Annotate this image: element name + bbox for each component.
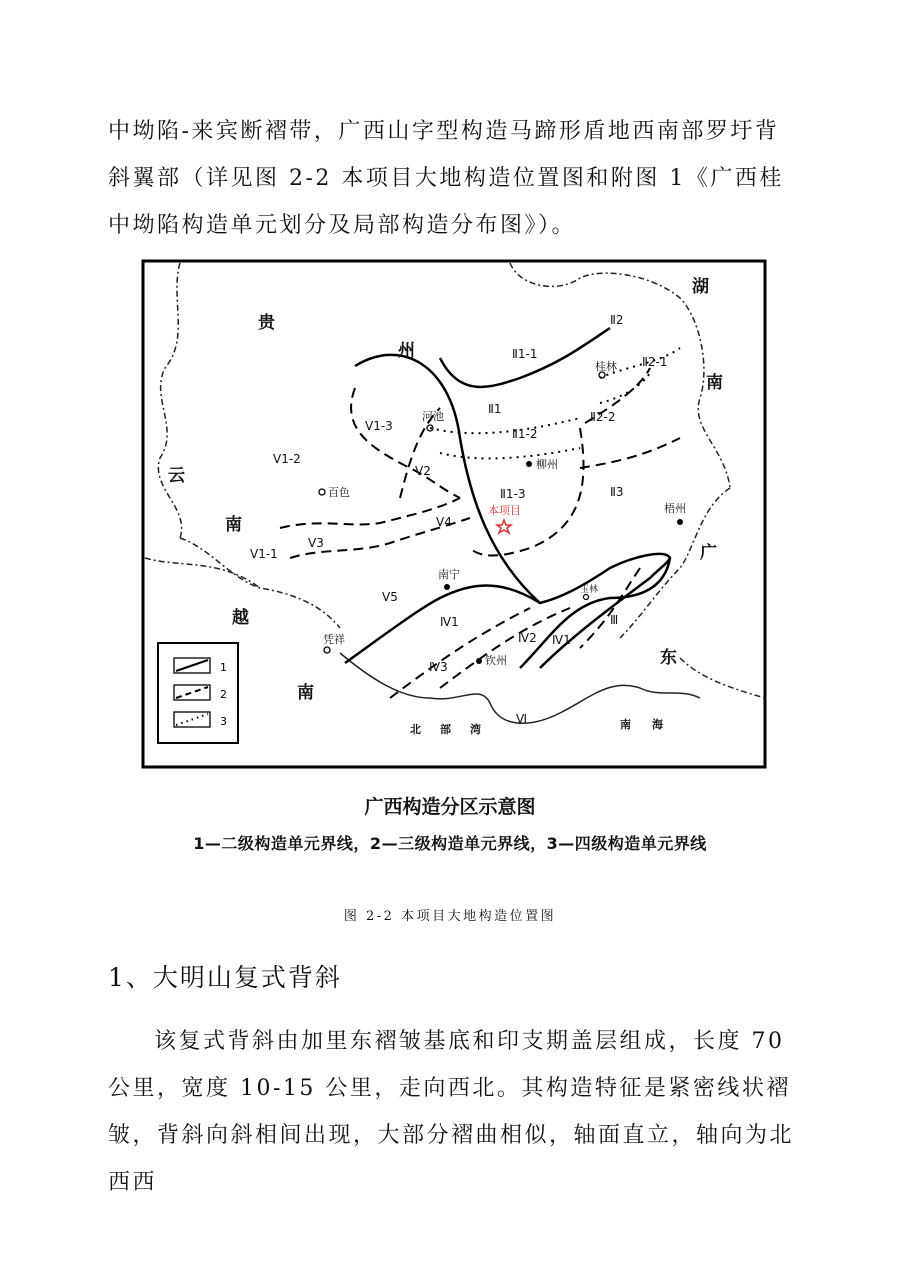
unit-v5: Ⅴ5 bbox=[382, 590, 398, 604]
unit-ii1: Ⅱ1 bbox=[488, 402, 502, 416]
map-legend bbox=[158, 643, 238, 743]
legend-label-3: 3 bbox=[220, 715, 227, 728]
city-yulin: 玉林 bbox=[580, 585, 599, 595]
section-heading: 1、大明山复式背斜 bbox=[108, 963, 342, 992]
city-liuzhou: 柳州 bbox=[536, 458, 558, 471]
region-yuenan-char1: 越 bbox=[232, 608, 249, 628]
region-beibuwan-char2: 部 bbox=[440, 723, 451, 736]
city-baise: 百色 bbox=[328, 486, 350, 499]
region-guangdong-char1: 广 bbox=[700, 543, 717, 563]
region-beibuwan-char1: 北 bbox=[410, 723, 421, 736]
unit-iii: Ⅲ bbox=[610, 613, 619, 627]
unit-ii1-1: Ⅱ1-1 bbox=[512, 347, 538, 361]
region-guangdong-char2: 东 bbox=[660, 648, 677, 668]
intro-paragraph: 中坳陷-来宾断褶带，广西山字型构造马蹄形盾地西南部罗圩背斜翼部（详见图 2-2 本项目大地构造位置图和附图 1《广西桂中坳陷构造单元划分及局部构造分布图》）。 bbox=[108, 119, 784, 238]
unit-vi: Ⅵ bbox=[516, 712, 528, 726]
city-hechi: 河池 bbox=[422, 410, 444, 423]
city-dot-yulin bbox=[584, 595, 589, 600]
unit-ii2-2: Ⅱ2-2 bbox=[590, 410, 616, 424]
legend-label-2: 2 bbox=[220, 688, 227, 701]
city-pingxiang: 凭祥 bbox=[323, 633, 345, 646]
region-guizhou-char2: 州 bbox=[398, 341, 415, 361]
body-paragraph: 该复式背斜由加里东褶皱基底和印支期盖层组成，长度 70 公里，宽度 10-15 公里，走向西北。其构造特征是紧密线状褶皱，背斜向斜相间出现，大部分褶曲相似，轴面直立，轴向为北西西 bbox=[108, 1029, 795, 1195]
unit-ii1-3: Ⅱ1-3 bbox=[500, 487, 526, 501]
city-dot-pingxiang bbox=[324, 647, 330, 653]
unit-iv3: Ⅳ3 bbox=[429, 660, 448, 674]
figure-caption: 图 2-2 本项目大地构造位置图 bbox=[343, 909, 557, 924]
region-yunnan-char2: 南 bbox=[225, 515, 242, 535]
region-nanhai-char2: 海 bbox=[652, 718, 663, 731]
tectonic-map-figure bbox=[140, 258, 768, 770]
unit-ii2-1: Ⅱ2-1 bbox=[642, 355, 668, 369]
unit-ii3: Ⅱ3 bbox=[610, 485, 624, 499]
city-nanning: 南宁 bbox=[438, 568, 460, 581]
map-title: 广西构造分区示意图 bbox=[364, 796, 536, 818]
unit-v3: Ⅴ3 bbox=[308, 536, 324, 550]
unit-v1-3: Ⅴ1-3 bbox=[365, 419, 393, 433]
city-dot-qinzhou bbox=[476, 658, 482, 664]
region-nanhai-char1: 南 bbox=[620, 718, 631, 731]
unit-ii2: Ⅱ2 bbox=[610, 313, 624, 327]
province-boundaries bbox=[145, 263, 765, 698]
unit-iv2: Ⅳ2 bbox=[518, 631, 537, 645]
project-label: 本项目 bbox=[488, 504, 521, 517]
city-qinzhou: 钦州 bbox=[485, 654, 507, 667]
region-yunnan-char1: 云 bbox=[168, 466, 185, 486]
unit-iv1-east: Ⅳ1 bbox=[552, 633, 571, 647]
region-guizhou-char1: 贵 bbox=[258, 313, 275, 333]
region-hunan-char1: 湖 bbox=[692, 277, 709, 297]
unit-v1-1: Ⅴ1-1 bbox=[250, 547, 278, 561]
city-dot-liuzhou bbox=[526, 461, 532, 467]
city-wuzhou: 梧州 bbox=[664, 502, 686, 515]
region-yuenan-char2: 南 bbox=[297, 683, 314, 703]
project-star-icon bbox=[497, 520, 511, 533]
region-beibuwan-char3: 湾 bbox=[470, 723, 481, 736]
legend-label-1: 1 bbox=[220, 661, 227, 674]
city-dot-wuzhou bbox=[677, 519, 683, 525]
unit-iv1: Ⅳ1 bbox=[440, 615, 459, 629]
level-3-boundaries bbox=[280, 368, 680, 698]
city-guilin: 桂林 bbox=[595, 360, 617, 373]
region-hunan-char2: 南 bbox=[706, 373, 723, 393]
unit-v1-2: Ⅴ1-2 bbox=[273, 452, 301, 466]
city-dot-baise bbox=[319, 489, 325, 495]
unit-v4: Ⅴ4 bbox=[436, 515, 452, 529]
unit-v2: Ⅴ2 bbox=[415, 464, 431, 478]
city-dot-nanning bbox=[444, 584, 450, 590]
map-legend-description: 1—二级构造单元界线，2—三级构造单元界线，3—四级构造单元界线 bbox=[193, 834, 707, 853]
unit-ii1-2: Ⅱ1-2 bbox=[512, 427, 538, 441]
